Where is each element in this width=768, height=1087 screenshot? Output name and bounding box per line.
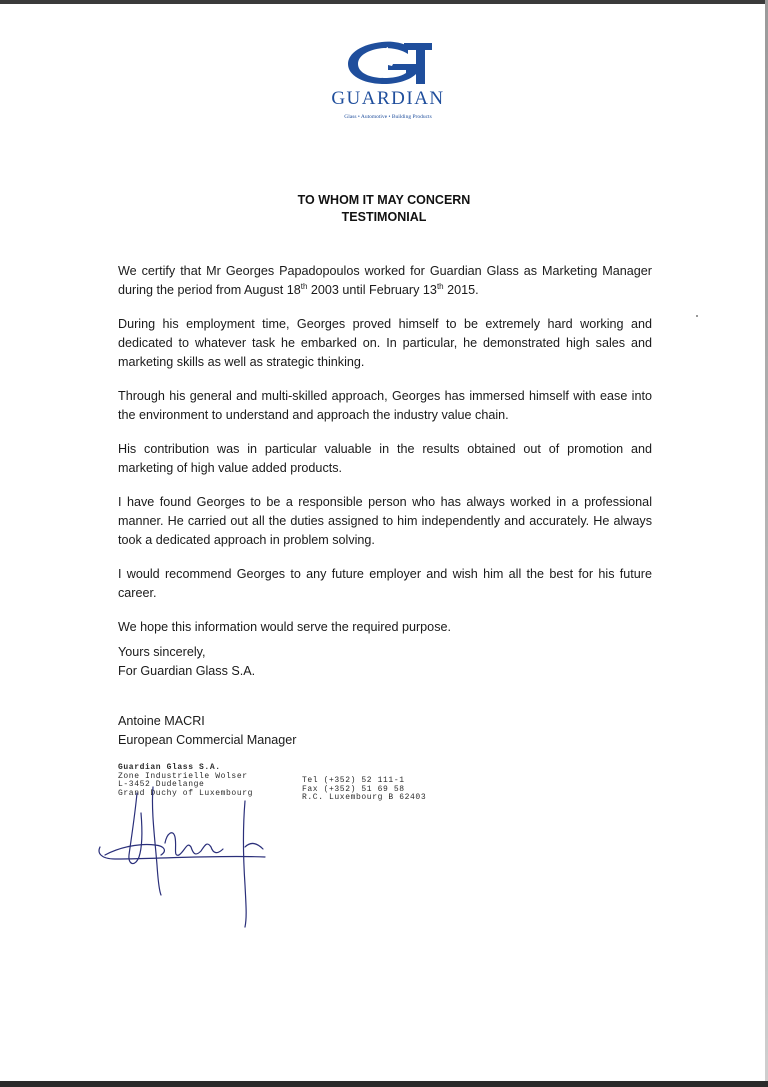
closing-block [118,643,255,681]
contact-tel: Tel (+352) 52 111-1 [302,776,405,785]
ordinal-suffix: th [300,281,308,291]
address-line-3: Grand Duchy of Luxembourg [118,788,254,798]
paragraph-employment: During his employment time, Georges proved himself to be extremely hard working and dedicated to whatever task he embarked on. In particular, he demonstrated high sales and marketing skills as well as strategic thinking. [118,317,652,369]
letter-body [118,262,652,652]
company-tagline: Glass • Automotive • Building Products [344,114,432,120]
guardian-g-horseman-icon [342,40,434,86]
signer-name: Antoine MACRI [118,714,205,728]
contact-rc: R.C. Luxembourg B 62403 [302,793,427,802]
company-contact [302,777,426,803]
paragraph-approach: Through his general and multi-skilled approach, Georges has immersed himself with ease into the environment to understand and approach the industry value chain. [118,389,652,422]
scan-edge-bottom [0,1081,768,1087]
guardian-logo [318,40,458,120]
signer-title: European Commercial Manager [118,733,297,747]
address-line-1: Zone Industrielle Wolser [118,771,248,781]
scan-speck [696,315,698,317]
company-wordmark: GUARDIAN [331,88,445,109]
closing-company: For Guardian Glass S.A. [118,664,256,678]
paragraph-responsible: I have found Georges to be a responsible person who has always worked in a professional manner. He carried out all the duties assigned to him independently and accurately. He always took a dedicated approach in problem solving. [118,495,652,547]
address-company: Guardian Glass S.A. [118,763,221,772]
paragraph-recommend: I would recommend Georges to any future employer and wish him all the best for his future career. [118,567,652,600]
paragraph-certify-text-2: 2003 until February 13 [307,283,437,297]
salutation: Yours sincerely, [118,645,206,659]
handwritten-signature [95,785,270,930]
scan-edge-top [0,0,768,4]
address-line-2: L-3452 Dudelange [118,780,205,789]
paragraph-certify [118,262,652,300]
letter-subheading: TESTIMONIAL [341,210,427,224]
paragraph-contribution: His contribution was in particular valuable in the results obtained out of promotion and marketing of high value added products. [118,442,652,475]
paragraph-certify-text-3: 2015. [443,283,479,297]
contact-fax: Fax (+352) 51 69 58 [302,784,405,794]
paragraph-purpose: We hope this information would serve the required purpose. [118,620,451,634]
letter-heading: TO WHOM IT MAY CONCERN [297,193,471,207]
signer-block [118,712,297,750]
ordinal-suffix: th [436,281,444,291]
paragraph-certify-text-1: We certify that Mr Georges Papadopoulos worked for Guardian Glass as Marketing Manager during the period from August 18 [118,264,652,297]
